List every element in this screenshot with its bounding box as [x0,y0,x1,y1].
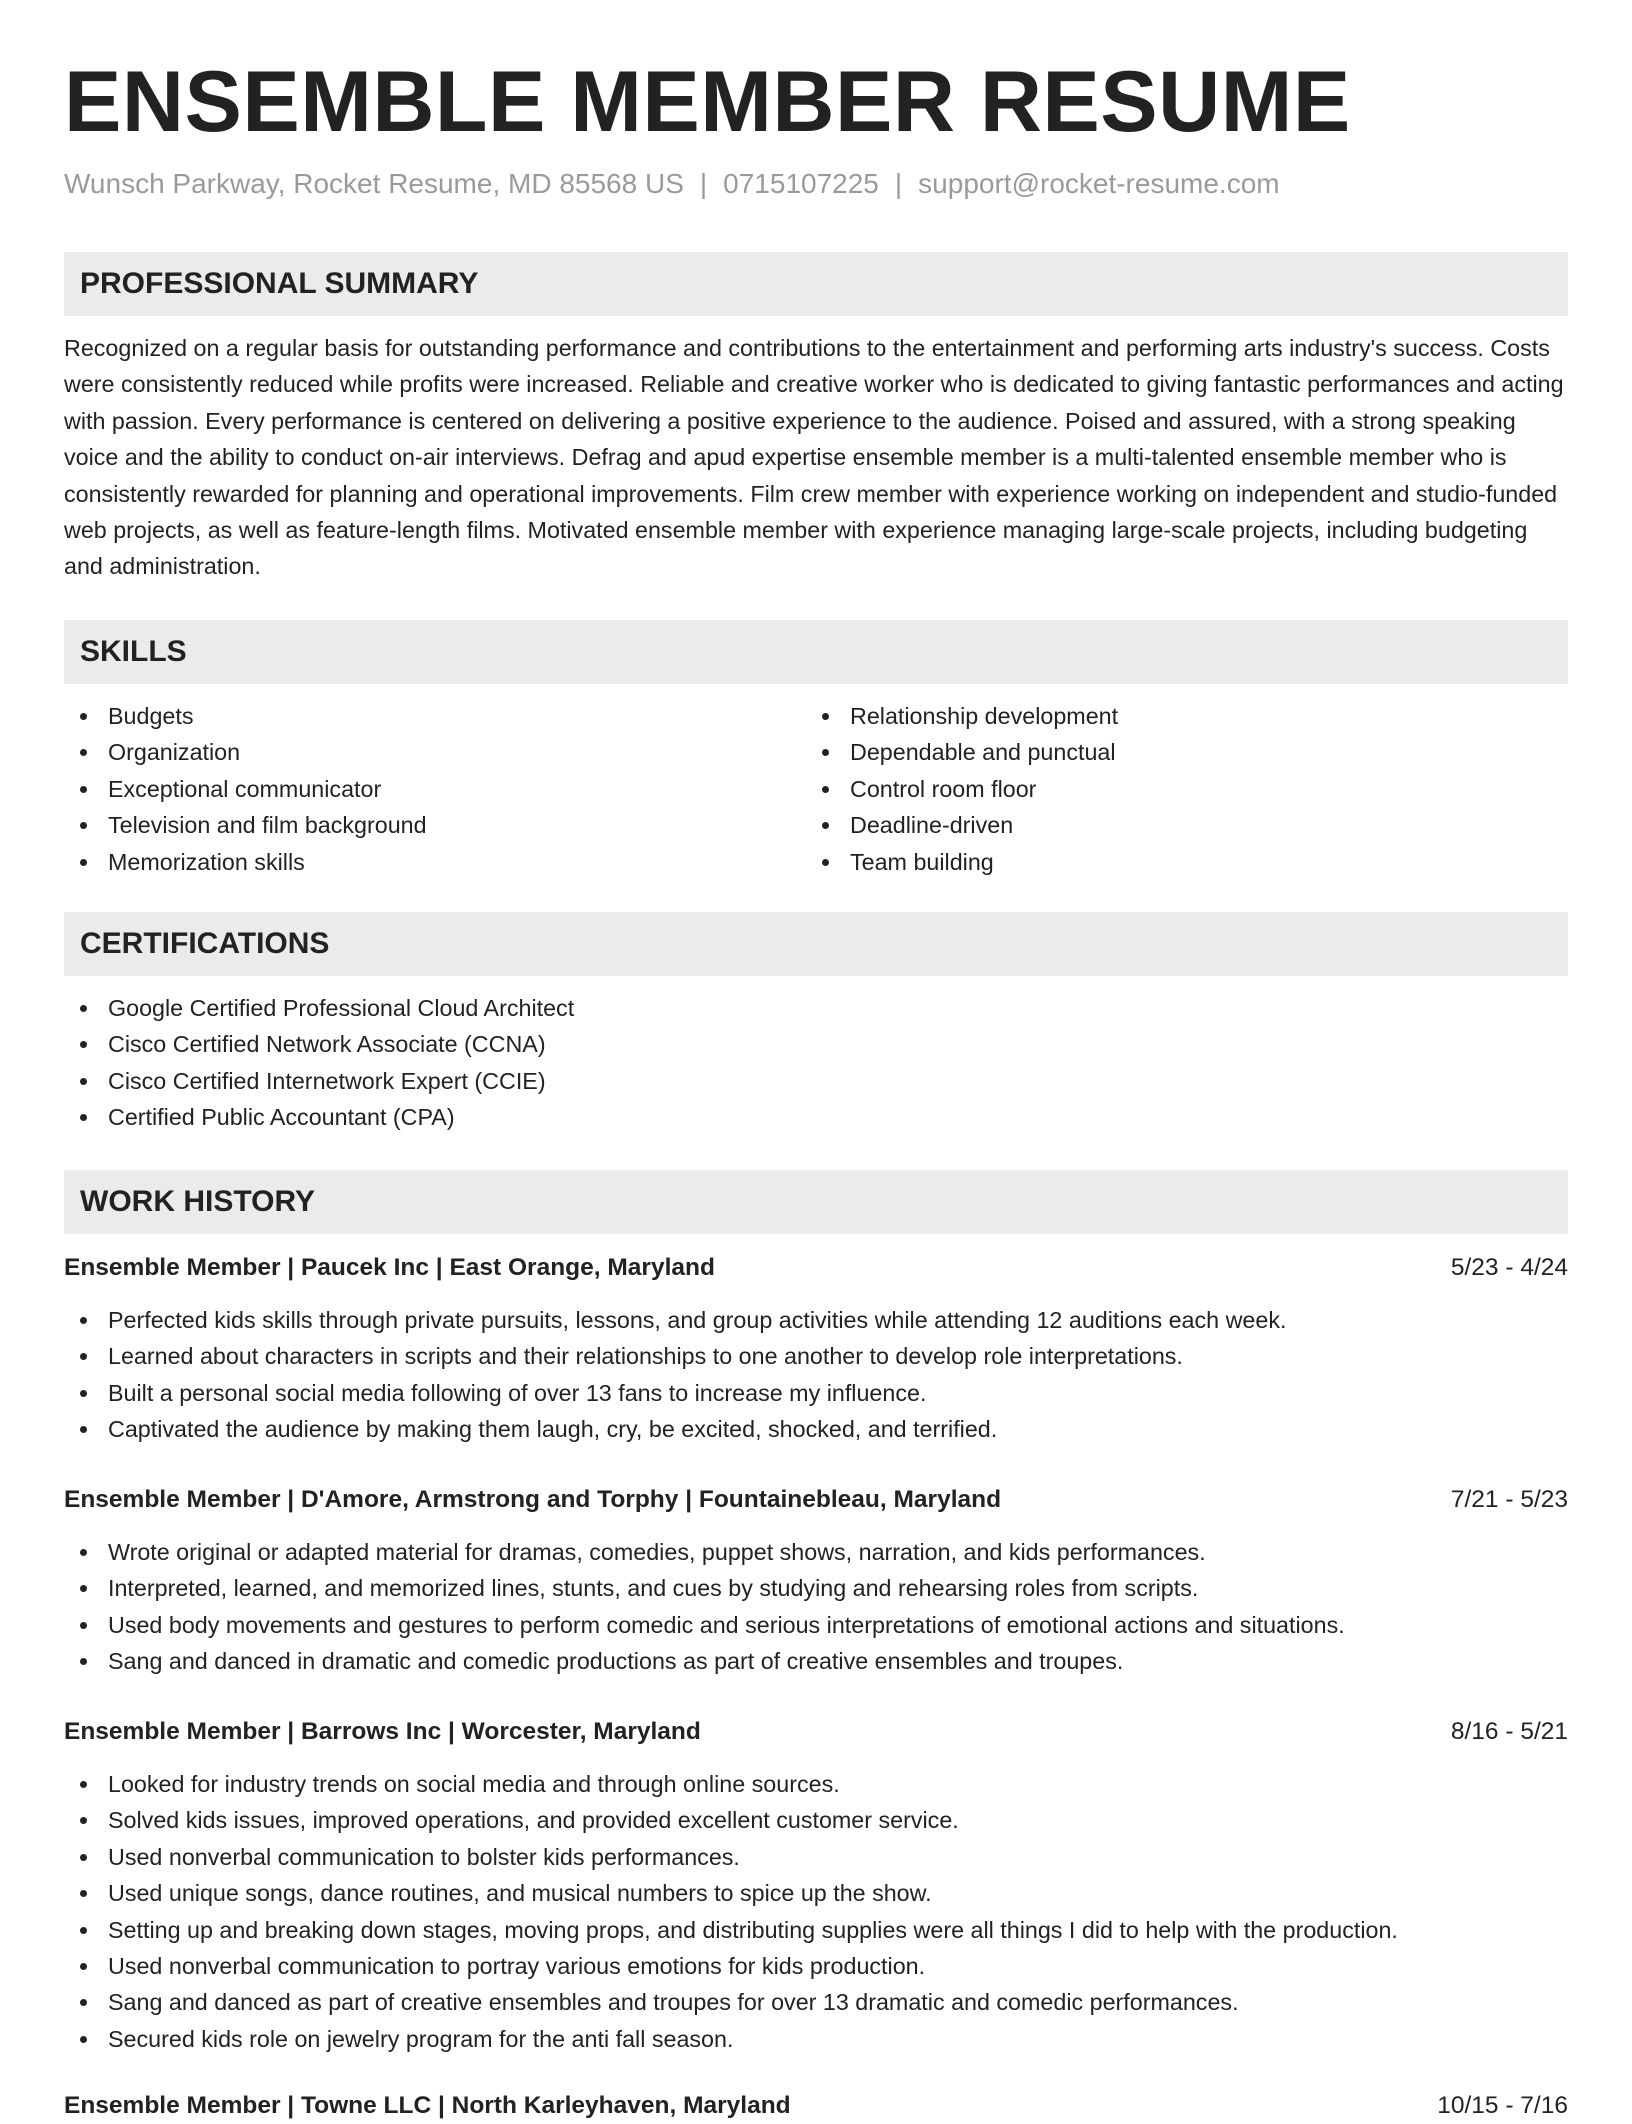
job-duty-item: Setting up and breaking down stages, moving props, and distributing supplies were all things I did to help with the production. [64,1912,1568,1948]
contact-separator: | [894,168,903,199]
job-duty-item: Sang and danced as part of creative ensembles and troupes for over 13 dramatic and comedic performances. [64,1984,1568,2020]
skill-item: Budgets [64,698,806,734]
skills-list-left [64,698,806,880]
skills-list-right [806,698,1548,880]
skills-heading: SKILLS [64,620,1568,684]
certifications-list [64,990,1568,1136]
skills-columns [64,698,1568,880]
contact-line [64,166,1280,202]
job-header [64,1714,1568,1750]
certification-item: Google Certified Professional Cloud Architect [64,990,1568,1026]
job-duty-item: Used nonverbal communication to portray various emotions for kids production. [64,1948,1568,1984]
skill-item: Team building [806,844,1548,880]
job-duty-item: Learned about characters in scripts and their relationships to one another to develop role interpretations. [64,1338,1568,1374]
job-dates: 10/15 - 7/16 [1437,2092,1568,2119]
skill-item: Memorization skills [64,844,806,880]
job-entry [64,1714,1568,2057]
job-duties [64,1302,1568,1448]
skills-section [64,620,1568,880]
skill-item: Dependable and punctual [806,734,1548,770]
summary-text: Recognized on a regular basis for outstanding performance and contributions to the entertainment and performing arts industry's success. Costs were consistently reduced while profits were increased. Reliable and creative worker who is dedicated to giving fantastic performances and acting with passion. Every performance is centered on delivering a positive experience to the audience. Poised and assured, with a strong speaking voice and the ability to conduct on-air interviews. Defrag and apud expertise ensemble member is a multi-talented ensemble member who is consistently rewarded for planning and operational improvements. Film crew member with experience working on independent and studio-funded web projects, as well as feature-length films. Motivated ensemble member with experience managing large-scale projects, including budgeting and administration. [64,335,1564,580]
certifications-section [64,912,1568,1136]
job-header [64,2088,1568,2124]
certification-item: Certified Public Accountant (CPA) [64,1099,1568,1135]
job-dates: 5/23 - 4/24 [1450,1254,1568,1281]
certification-item: Cisco Certified Network Associate (CCNA) [64,1026,1568,1062]
contact-email: support@rocket-resume.com [918,168,1280,199]
job-duty-item: Sang and danced in dramatic and comedic productions as part of creative ensembles and troupes. [64,1643,1568,1679]
summary-heading: PROFESSIONAL SUMMARY [64,252,1568,316]
job-header [64,1250,1568,1286]
job-duty-item: Used nonverbal communication to bolster kids performances. [64,1839,1568,1875]
certifications-heading: CERTIFICATIONS [64,912,1568,976]
job-entry [64,2088,1568,2124]
work-history-heading: WORK HISTORY [64,1170,1568,1234]
job-entry [64,1250,1568,1448]
job-duty-item: Solved kids issues, improved operations, and provided excellent customer service. [64,1802,1568,1838]
job-duty-item: Secured kids role on jewelry program for the anti fall season. [64,2021,1568,2057]
job-title: Ensemble Member | Paucek Inc | East Orange, Maryland [64,1254,715,1281]
skill-item: Organization [64,734,806,770]
job-duty-item: Built a personal social media following of over 13 fans to increase my influence. [64,1375,1568,1411]
contact-address: Wunsch Parkway, Rocket Resume, MD 85568 US [64,168,684,199]
skill-item: Television and film background [64,807,806,843]
job-header [64,1482,1568,1518]
contact-separator: | [699,168,708,199]
job-title: Ensemble Member | D'Amore, Armstrong and Torphy | Fountainebleau, Maryland [64,1486,1002,1513]
contact-phone: 0715107225 [723,168,879,199]
resume-title: ENSEMBLE MEMBER RESUME [64,54,1351,150]
job-entry [64,1482,1568,1680]
job-title: Ensemble Member | Barrows Inc | Worcester, Maryland [64,1718,701,1745]
job-duty-item: Interpreted, learned, and memorized lines, stunts, and cues by studying and rehearsing roles from scripts. [64,1570,1568,1606]
job-duty-item: Wrote original or adapted material for dramas, comedies, puppet shows, narration, and kids performances. [64,1534,1568,1570]
summary-section [64,252,1568,585]
work-history-section [64,1170,1568,1234]
job-duties [64,1534,1568,1680]
job-duty-item: Captivated the audience by making them laugh, cry, be excited, shocked, and terrified. [64,1411,1568,1447]
skill-item: Deadline-driven [806,807,1548,843]
job-dates: 7/21 - 5/23 [1450,1486,1568,1513]
skill-item: Exceptional communicator [64,771,806,807]
job-duty-item: Perfected kids skills through private pursuits, lessons, and group activities while attending 12 auditions each week. [64,1302,1568,1338]
job-title: Ensemble Member | Towne LLC | North Karleyhaven, Maryland [64,2092,791,2119]
job-duty-item: Used body movements and gestures to perform comedic and serious interpretations of emotional actions and situations. [64,1607,1568,1643]
skill-item: Control room floor [806,771,1548,807]
skill-item: Relationship development [806,698,1548,734]
job-duty-item: Used unique songs, dance routines, and musical numbers to spice up the show. [64,1875,1568,1911]
certification-item: Cisco Certified Internetwork Expert (CCIE) [64,1063,1568,1099]
job-dates: 8/16 - 5/21 [1450,1718,1568,1745]
job-duty-item: Looked for industry trends on social media and through online sources. [64,1766,1568,1802]
job-duties [64,1766,1568,2057]
